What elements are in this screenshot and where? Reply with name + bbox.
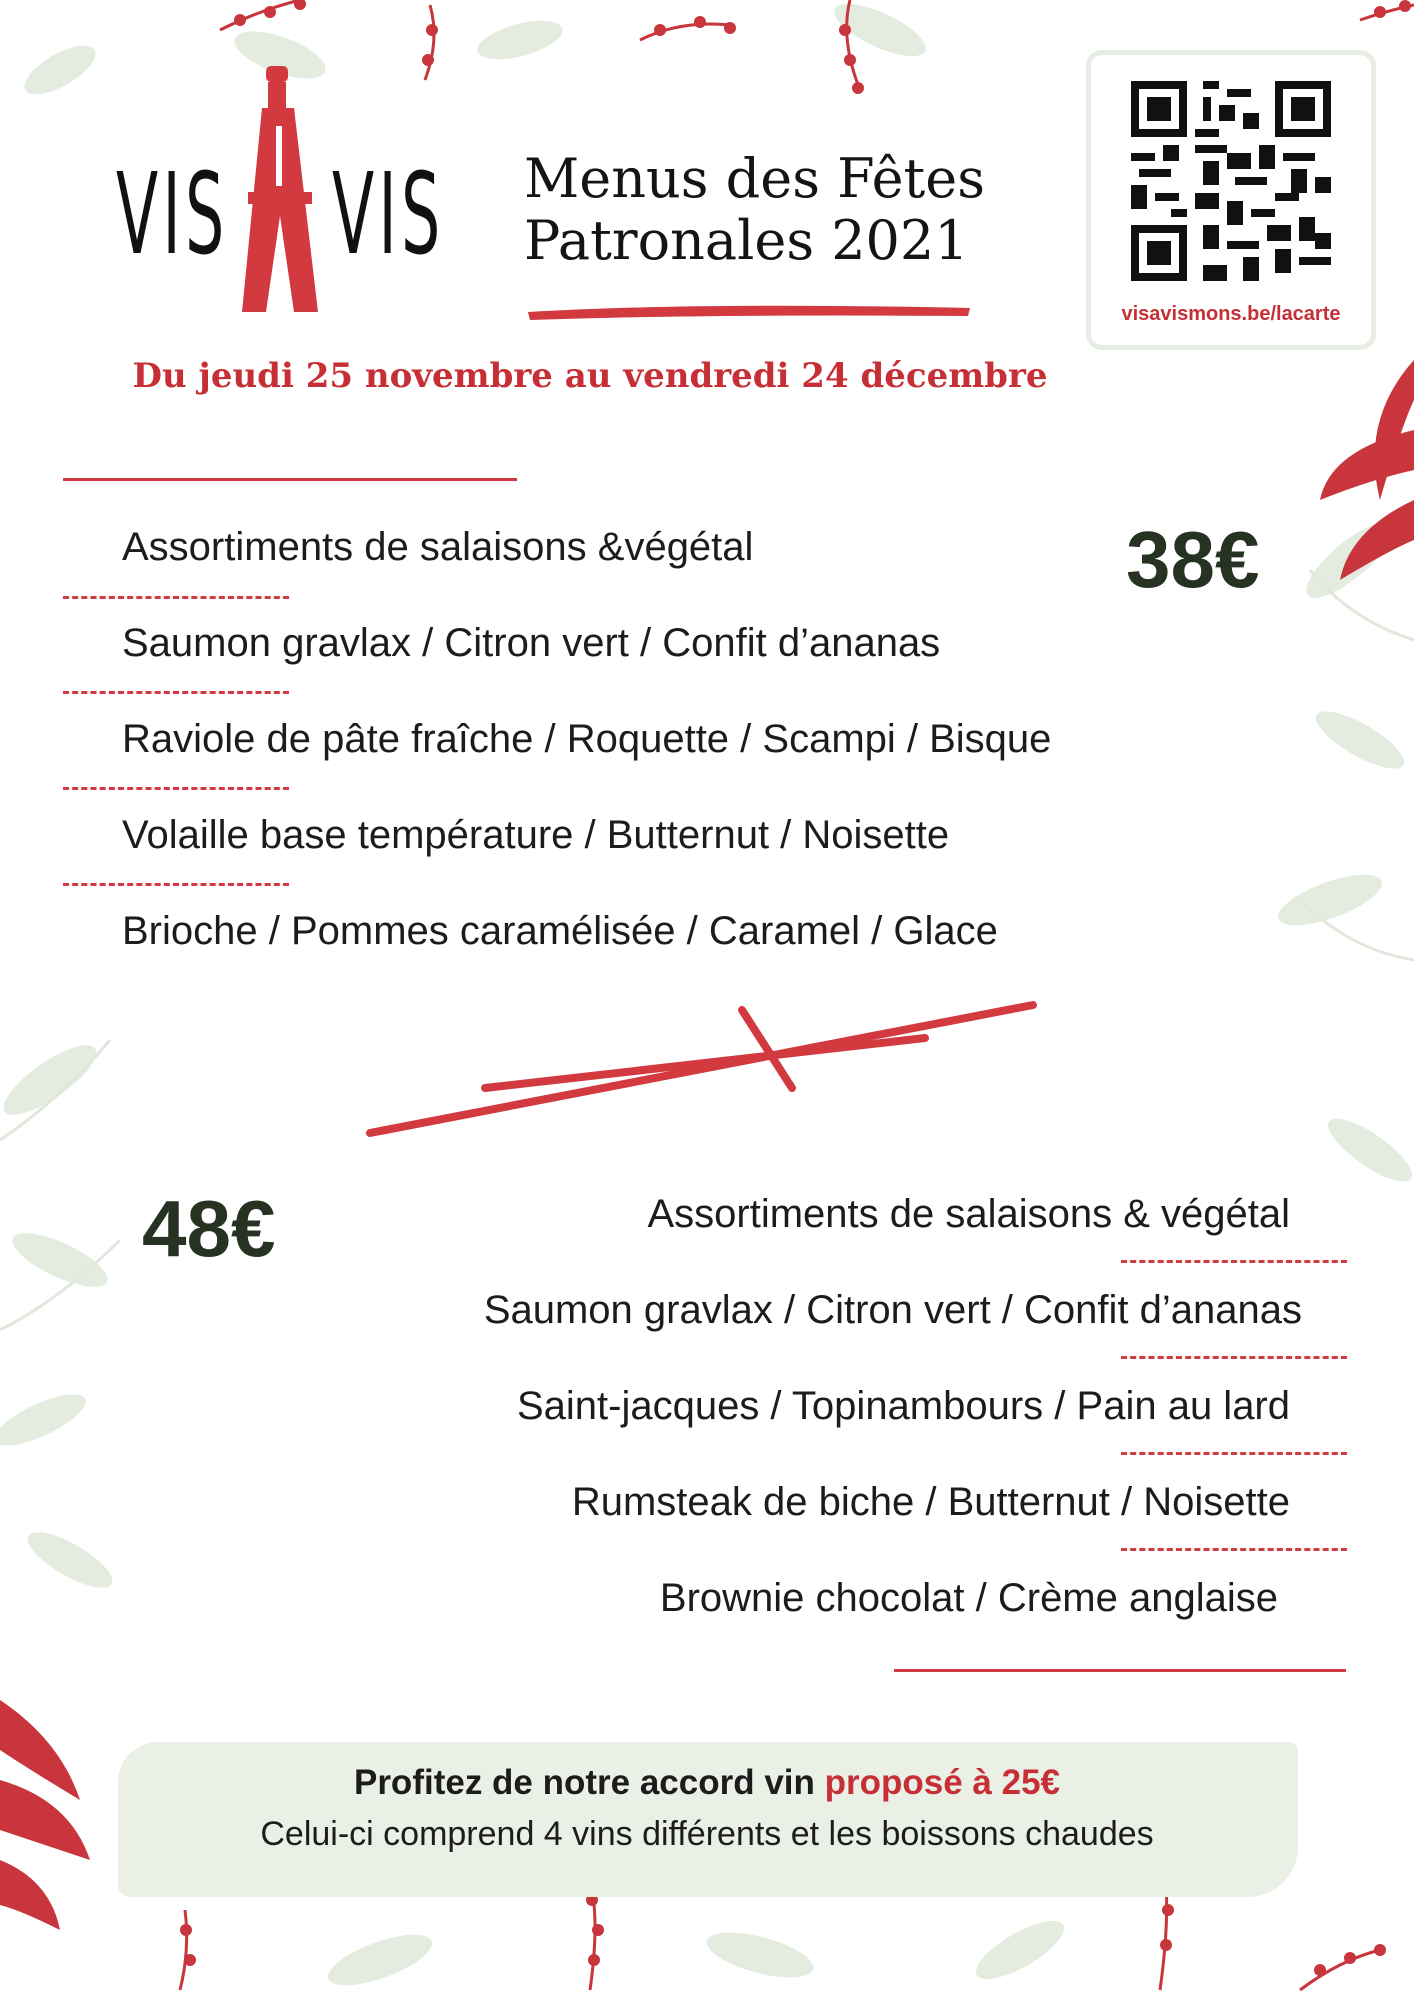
corkscrew-icon [238, 66, 322, 312]
menu1-dish-1: Assortiments de salaisons &végétal [122, 525, 754, 569]
menu2-separator [1121, 1356, 1347, 1359]
logo-text-right: VIS [332, 150, 445, 280]
menu2-bottom-rule [894, 1669, 1346, 1672]
menu2-dish-4: Rumsteak de biche / Butternut / Noisette [571, 1480, 1290, 1524]
wine-offer-price: proposé à 25€ [824, 1763, 1061, 1802]
menu2-separator [1121, 1260, 1347, 1263]
menu1-separator [63, 883, 289, 886]
logo-text-left: VIS [116, 150, 229, 280]
wine-offer [0, 1763, 1414, 1803]
menu2-dish-2: Saumon gravlax / Citron vert / Confit d’ananas [483, 1288, 1302, 1332]
menu1-dish-4: Volaille base température / Butternut / Noisette [122, 813, 950, 857]
qr-url-link[interactable]: visavismons.be/lacarte [1121, 303, 1341, 325]
menu-title [524, 148, 985, 272]
menu2-price: 48€ [142, 1184, 276, 1273]
menu2-dish-5: Brownie chocolat / Crème anglaise [659, 1576, 1278, 1620]
menu2-dish-1: Assortiments de salaisons & végétal [647, 1192, 1290, 1236]
menu1-dish-2: Saumon gravlax / Citron vert / Confit d’ananas [122, 621, 941, 665]
menu-title-line1: Menus des Fêtes [524, 147, 985, 210]
menu1-price: 38€ [1126, 515, 1260, 604]
menu1-separator [63, 787, 289, 790]
menu1-top-rule [63, 478, 517, 481]
qr-card [1086, 50, 1376, 350]
menu2-dish-3: Saint-jacques / Topinambours / Pain au lard [516, 1384, 1290, 1428]
menu1-dish-3: Raviole de pâte fraîche / Roquette / Scampi / Bisque [122, 717, 1052, 761]
menu2-separator [1121, 1452, 1347, 1455]
qr-code-icon[interactable] [1131, 81, 1331, 281]
menu1-separator [63, 691, 289, 694]
wine-offer-lead: Profitez de notre accord vin [353, 1763, 825, 1802]
date-range: Du jeudi 25 novembre au vendredi 24 décembre [132, 356, 1048, 396]
menu2-separator [1121, 1548, 1347, 1551]
wine-offer-details: Celui-ci comprend 4 vins différents et les boissons chaudes [260, 1815, 1154, 1853]
menu-title-line2: Patronales 2021 [524, 209, 969, 272]
menu1-dish-5: Brioche / Pommes caramélisée / Caramel / Glace [122, 909, 998, 953]
menu1-separator [63, 596, 289, 599]
